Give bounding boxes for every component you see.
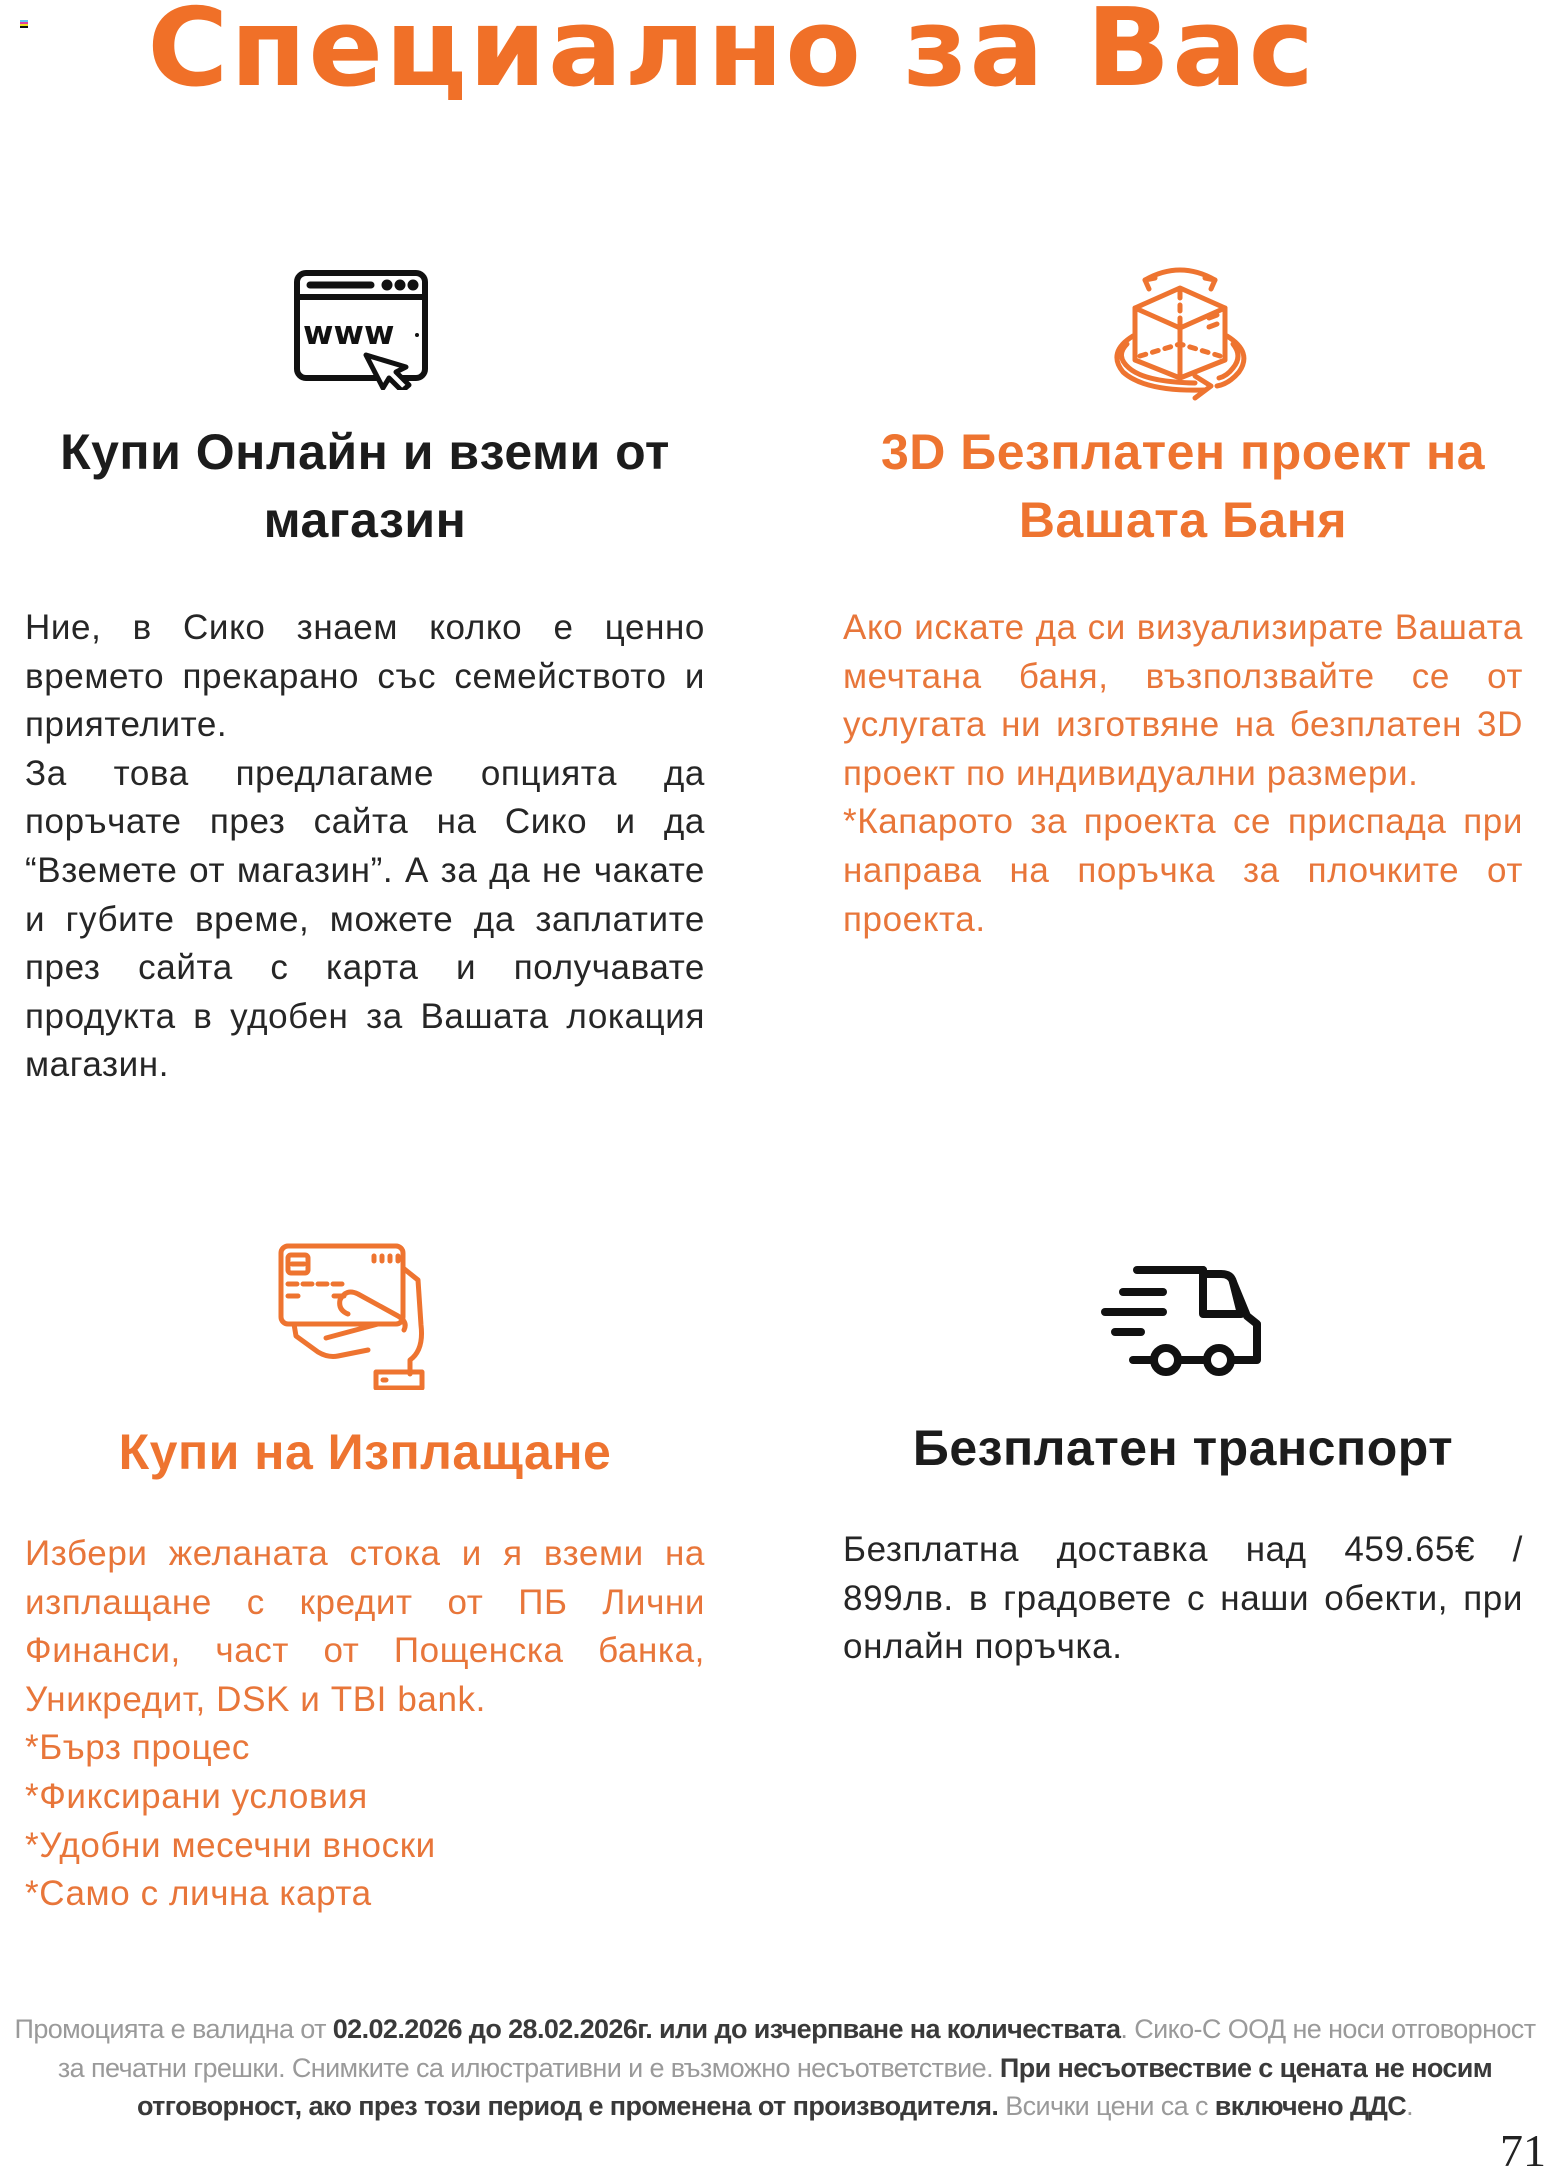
heading-line: Купи Онлайн и вземи от [60,424,670,480]
section-body [843,1526,1523,1672]
promo-disclaimer [0,2010,1550,2126]
heading-line: магазин [263,492,467,548]
disclaimer-bold-text: При несъотвествие с цената не носим [999,2052,1493,2083]
section-body [843,604,1523,944]
www-browser-icon [293,268,429,395]
body-paragraph: Ние, в Сико знаем колко е ценно времето прекарано със семейството и приятелите. [25,608,705,745]
section-heading [843,418,1523,554]
credit-card-hand-icon [278,1240,428,1395]
disclaimer-bold-text: отговорност, ако през този период е променена от производителя. [136,2091,999,2121]
bullet-item: *Бърз процес [25,1728,251,1768]
disclaimer-text: за печатни грешки. Снимките са илюстративни и е възможно несъответствие. [57,2052,1000,2083]
disclaimer-line-2 [0,2049,1550,2088]
page-number: 71 [1500,2125,1546,2176]
body-paragraph: Избери желаната стока и я вземи на изплащане с кредит от ПБ Лични Финанси, част от Пощенска банка, Уникредит, DSK и TBI bank. [25,1534,705,1719]
disclaimer-text: Промоцията е валидна от [14,2014,333,2044]
heading-line: Купи на Изплащане [118,1424,612,1480]
bullet-item: *Фиксирани условия [25,1776,368,1816]
vat-included-text: включено ДДС [1214,2091,1407,2121]
disclaimer-text: Всички цени са с [998,2091,1215,2121]
disclaimer-text: . Сико-С ООД не носи отговорност [1120,2014,1536,2044]
disclaimer-text: . [1406,2091,1414,2121]
section-body [25,1530,705,1919]
body-paragraph: Ако искате да си визуализирате Вашата мечтана баня, възползвайте се от услугата ни изготвяне на безплатен 3D проект по индивидуални размери. [843,608,1523,793]
disclaimer-line-3 [0,2087,1550,2126]
body-paragraph: За това предлагаме опцията да поръчате през сайта на Сико и да “Вземете от магазин”. А за да не чакате и губите време, можете да заплатите през сайта с карта и получавате продукта в удобен за Вашата локация магазин. [25,753,705,1085]
section-body [25,604,705,1090]
page-title: Специално за Вас [147,0,1316,111]
disclaimer-line-1 [0,2010,1550,2049]
section-heading [25,418,705,554]
body-paragraph: Безплатна доставка над 459.65€ / 899лв. в градовете с наши обекти, при онлайн поръчка. [843,1530,1523,1667]
heading-line: Вашата Баня [1018,492,1348,548]
svg-text:www: www [303,313,395,352]
delivery-truck-icon [1101,1262,1265,1383]
section-heading [843,1414,1523,1482]
body-paragraph: *Капарото за проекта се приспада при направа на поръчка за плочките от проекта. [843,802,1523,939]
section-heading [25,1418,705,1486]
heading-line: Безплатен транспорт [912,1420,1454,1476]
bullet-item: *Удобни месечни вноски [25,1825,436,1865]
3d-cube-rotate-icon [1105,252,1255,407]
heading-line: 3D Безплатен проект на [880,424,1486,480]
promo-validity-dates: 02.02.2026 до 28.02.2026г. или до изчерпване на количествата [332,2014,1121,2044]
bullet-item: *Само с лична карта [25,1874,372,1914]
